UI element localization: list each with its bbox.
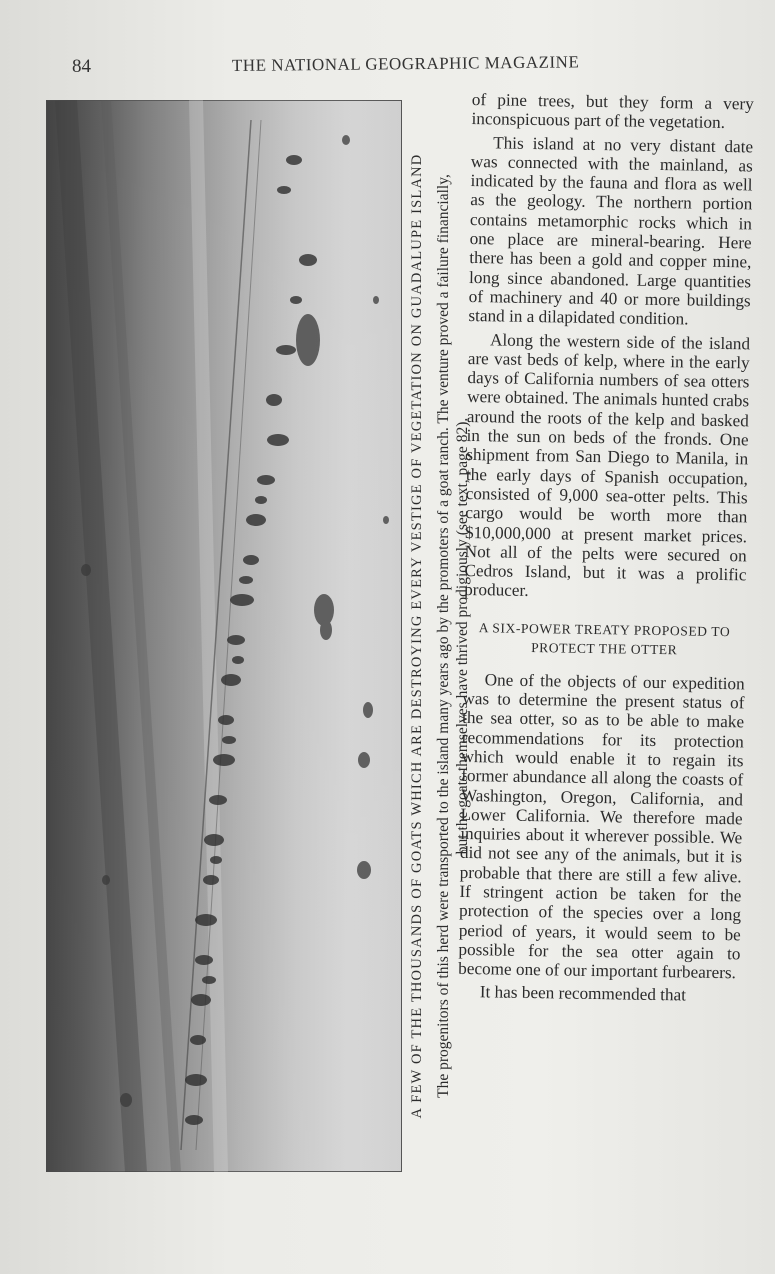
section-subhead	[463, 618, 746, 660]
caption-body-line-1: The progenitors of this herd were transported to the island many years ago by the promoters of a goat ranch. The venture proved a failure financially,	[435, 174, 452, 1098]
paragraph-4: One of the objects of our expedition was to determine the present status of the sea otter, so as to be able to make recommendations for its protection which would enable it to regain its former abundance all along the coasts of Washington, Oregon, California, and Lower California. We therefore made inquiries about it wherever possible. We did not see any of the animals, but it is probable that there are still a few alive. If stringent action be taken for the protection of the species over a long period of years, it would seem to be possible for the sea otter again to become one of our important furbearers.	[458, 669, 745, 983]
page-number: 84	[72, 56, 91, 77]
paragraph-2: This island at no very distant date was connected with the mainland, as indicated by the fauna and flora as well as the geology. The northern portion contains metamorphic rocks which in one place are mineral-bearing. Here there has been a gold and copper mine, long since abandoned. Large quantities of machinery and 40 or more buildings stand in a dilapidated condition.	[468, 132, 754, 329]
article-column	[458, 90, 754, 1010]
subhead-line-1: A SIX-POWER TREATY PROPOSED TO	[478, 619, 731, 639]
goat-herd-photo-texture	[46, 100, 402, 1172]
paragraph-3: Along the western side of the island are vast beds of kelp, where in the early days of California numbers of sea otters were obtained. The animals hunted crabs around the roots of the kelp and basked in the sun on beds of the fronds. One shipment from San Diego to Manila, in the early days of Spanish occupation, consisted of 9,000 sea-otter pelts. This cargo would be worth more than $10,000,000 at present market prices. Not all of the pelts were secured on Cedros Island, but it was a prolific producer.	[463, 329, 751, 601]
caption-title: A FEW OF THE THOUSANDS OF GOATS WHICH ARE DESTROYING EVERY VESTIGE OF VEGETATION ON GUADALUPE ISLAND	[409, 153, 425, 1119]
paragraph-5: It has been recommended that	[479, 982, 687, 1005]
subhead-line-2: PROTECT THE OTTER	[531, 639, 678, 658]
paragraph-1: of pine trees, but they form a very inconspicuous part of the vegetation.	[471, 90, 754, 133]
goat-herd-photo	[46, 100, 402, 1172]
running-head: THE NATIONAL GEOGRAPHIC MAGAZINE	[231, 52, 580, 75]
caption-body-line-2: but the goats themselves have thrived prodigiously (see text, page 82).	[454, 417, 471, 855]
